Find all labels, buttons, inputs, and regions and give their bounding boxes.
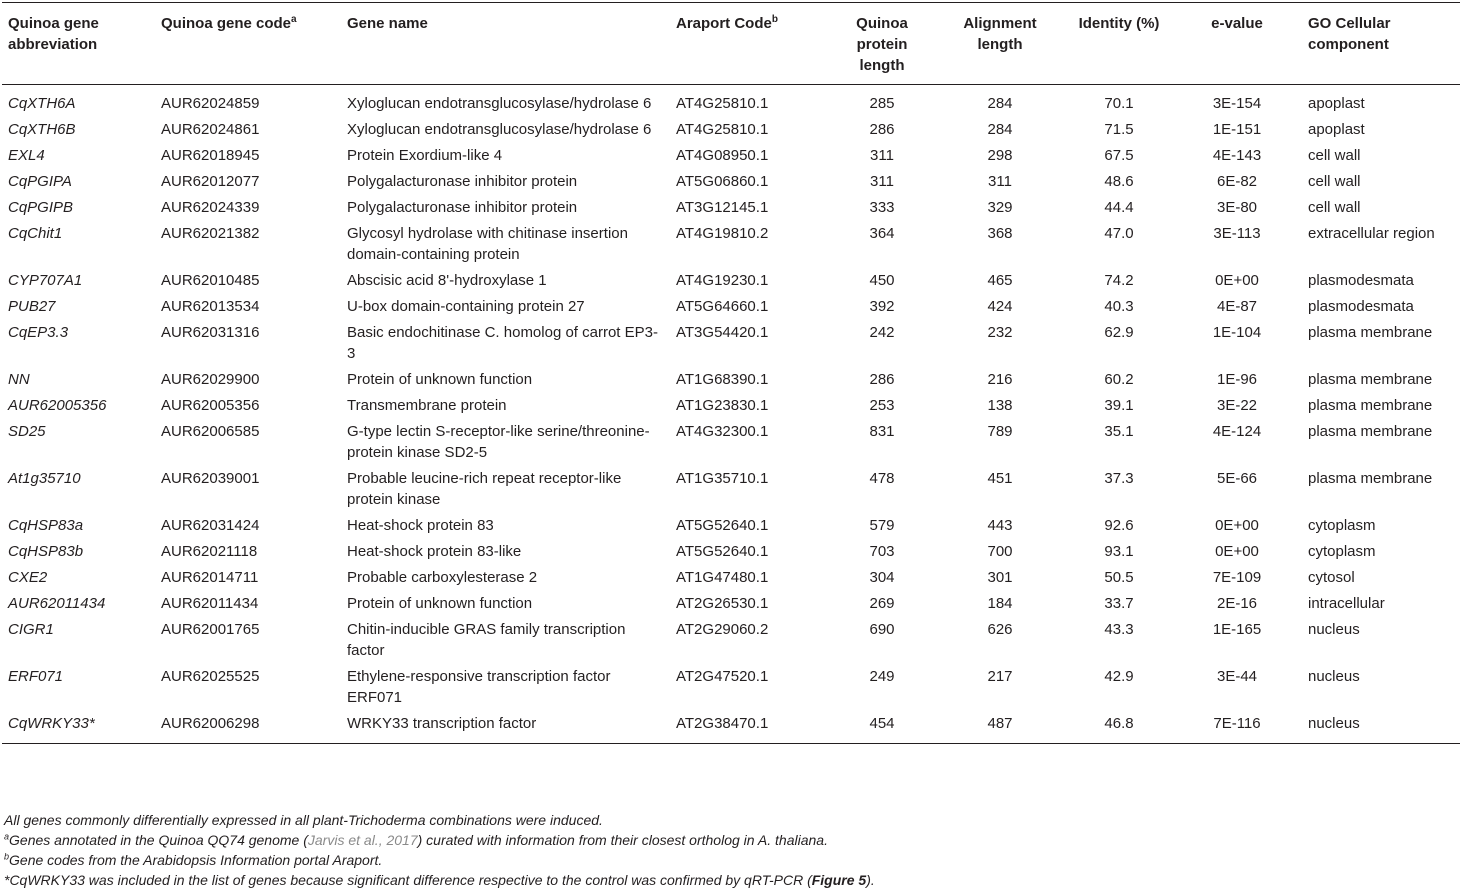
cell-araport-code: AT1G35710.1: [676, 470, 769, 487]
cell-gene-code: AUR62039001: [161, 470, 260, 487]
cell-abbreviation: CqXTH6B: [8, 121, 76, 138]
table-row: [2, 195, 1460, 221]
cell-gene-code: AUR62024339: [161, 199, 260, 216]
cell-alignment-length: 451: [987, 470, 1013, 487]
cell-identity: 44.4: [1104, 199, 1134, 216]
cell-e-value: 2E-16: [1216, 595, 1258, 612]
cell-abbreviation: CqPGIPA: [8, 173, 72, 190]
cell-protein-length: 249: [869, 668, 895, 685]
cell-e-value: 3E-113: [1213, 225, 1261, 242]
cell-e-value: 0E+00: [1215, 517, 1259, 534]
cell-gene-code: AUR62029900: [161, 371, 260, 388]
cell-abbreviation: CYP707A1: [8, 272, 83, 289]
table-header: [2, 3, 1460, 85]
table-row: [2, 143, 1460, 169]
cell-e-value: 1E-165: [1212, 621, 1262, 638]
table-row: [2, 513, 1460, 539]
table-row: [2, 367, 1460, 393]
cell-go-component: cell wall: [1308, 173, 1361, 190]
cell-e-value: 1E-96: [1216, 371, 1258, 388]
column-header-footnote-marker: b: [771, 14, 778, 25]
cell-e-value: 0E+00: [1215, 272, 1259, 289]
cell-abbreviation: CqPGIPB: [8, 199, 74, 216]
cell-gene-name: Probable carboxylesterase 2: [347, 569, 538, 586]
footnote-a: [4, 830, 875, 850]
table-row: [2, 85, 1460, 117]
cell-alignment-length: 284: [987, 95, 1013, 112]
table-row: [2, 221, 1460, 268]
footnote-a-text-start: Genes annotated in the Quinoa QQ74 genome (: [9, 832, 308, 848]
column-header-label: Alignment length: [963, 15, 1037, 53]
column-header-gene-name: [341, 3, 670, 85]
cell-abbreviation: AUR62005356: [8, 397, 107, 414]
cell-alignment-length: 443: [987, 517, 1013, 534]
column-header-label: Gene name: [347, 15, 428, 32]
cell-go-component: cytosol: [1308, 569, 1355, 586]
footnote-a-text-end: ) curated with information from their closest ortholog in A. thaliana.: [417, 832, 828, 848]
cell-alignment-length: 487: [934, 711, 1066, 744]
cell-abbreviation: CqWRKY33*: [2, 711, 155, 744]
cell-gene-code: AUR62005356: [161, 397, 260, 414]
cell-protein-length: 311: [870, 173, 894, 190]
cell-gene-name: Heat-shock protein 83: [347, 517, 494, 534]
cell-identity: 37.3: [1104, 470, 1134, 487]
table-body: [2, 85, 1460, 744]
table-row: [2, 419, 1460, 466]
cell-go-component: plasma membrane: [1308, 397, 1433, 414]
cell-go-component: nucleus: [1302, 711, 1460, 744]
cell-go-component: apoplast: [1308, 95, 1365, 112]
cell-e-value: 4E-87: [1216, 298, 1258, 315]
cell-protein-length: 364: [869, 225, 895, 242]
cell-gene-name: Protein of unknown function: [347, 595, 533, 612]
cell-abbreviation: AUR62011434: [8, 595, 106, 612]
cell-gene-code: AUR62031424: [161, 517, 260, 534]
column-header-abbreviation: [2, 3, 155, 85]
cell-gene-code: AUR62031316: [161, 324, 260, 341]
column-header-e-value: [1172, 3, 1302, 85]
cell-identity: 33.7: [1104, 595, 1134, 612]
column-header-label: GO Cellular component: [1308, 15, 1391, 53]
table-row: [2, 539, 1460, 565]
cell-araport-code: AT5G52640.1: [676, 517, 769, 534]
cell-gene-code: AUR62010485: [161, 272, 260, 289]
cell-identity: 70.1: [1104, 95, 1134, 112]
cell-gene-code: AUR62001765: [161, 621, 260, 638]
footnote-induced: All genes commonly differentially expressed in all plant-Trichoderma combinations were induced.: [4, 812, 603, 828]
cell-go-component: nucleus: [1308, 621, 1360, 638]
cell-gene-name: Basic endochitinase C. homolog of carrot EP3-3: [347, 324, 658, 362]
cell-araport-code: AT4G25810.1: [676, 121, 769, 138]
cell-abbreviation: CqChit1: [8, 225, 63, 242]
cell-abbreviation: PUB27: [8, 298, 56, 315]
cell-gene-name: WRKY33 transcription factor: [341, 711, 670, 744]
cell-e-value: 6E-82: [1216, 173, 1258, 190]
table-row: [2, 294, 1460, 320]
table-row: [2, 591, 1460, 617]
cell-gene-code: AUR62021118: [161, 543, 258, 560]
table-row: [2, 664, 1460, 711]
cell-araport-code: AT4G32300.1: [676, 423, 769, 440]
footnote-b-text: Gene codes from the Arabidopsis Information portal Araport.: [9, 852, 383, 868]
cell-e-value: 1E-104: [1212, 324, 1262, 341]
cell-go-component: nucleus: [1308, 668, 1360, 685]
cell-alignment-length: 217: [987, 668, 1013, 685]
cell-protein-length: 285: [869, 95, 895, 112]
cell-abbreviation: CqXTH6A: [8, 95, 76, 112]
cell-gene-code: AUR62014711: [161, 569, 259, 586]
citation-link[interactable]: Jarvis et al., 2017: [307, 832, 418, 848]
cell-araport-code: AT2G29060.2: [676, 621, 769, 638]
cell-alignment-length: 424: [987, 298, 1013, 315]
cell-araport-code: AT2G26530.1: [676, 595, 769, 612]
cell-identity: 93.1: [1104, 543, 1134, 560]
cell-identity: 62.9: [1104, 324, 1134, 341]
cell-gene-name: Transmembrane protein: [347, 397, 507, 414]
cell-go-component: apoplast: [1308, 121, 1365, 138]
cell-abbreviation: CqEP3.3: [8, 324, 69, 341]
table-row: [2, 711, 1460, 744]
cell-araport-code: AT5G52640.1: [676, 543, 769, 560]
cell-go-component: cell wall: [1308, 199, 1361, 216]
cell-gene-code: AUR62011434: [161, 595, 259, 612]
cell-e-value: 4E-143: [1212, 147, 1262, 164]
cell-protein-length: 831: [869, 423, 895, 440]
cell-araport-code: AT3G54420.1: [676, 324, 769, 341]
cell-alignment-length: 232: [987, 324, 1013, 341]
cell-go-component: cytoplasm: [1308, 543, 1376, 560]
cell-e-value: 4E-124: [1212, 423, 1262, 440]
cell-protein-length: 703: [869, 543, 895, 560]
cell-alignment-length: 626: [987, 621, 1013, 638]
cell-abbreviation: CqHSP83b: [8, 543, 84, 560]
cell-gene-name: Protein of unknown function: [347, 371, 533, 388]
cell-identity: 43.3: [1104, 621, 1134, 638]
column-header-footnote-marker: a: [291, 14, 297, 25]
cell-identity: 35.1: [1104, 423, 1134, 440]
cell-alignment-length: 329: [987, 199, 1013, 216]
cell-alignment-length: 138: [987, 397, 1013, 414]
cell-alignment-length: 298: [987, 147, 1013, 164]
cell-araport-code: AT5G64660.1: [676, 298, 769, 315]
footnote-b: [4, 850, 875, 870]
cell-protein-length: 286: [869, 371, 895, 388]
cell-gene-name: Ethylene-responsive transcription factor ERF071: [347, 668, 611, 706]
footnote-b-marker: b: [4, 851, 10, 862]
cell-araport-code: AT1G68390.1: [676, 371, 769, 388]
cell-identity: 40.3: [1104, 298, 1134, 315]
cell-gene-name: Chitin-inducible GRAS family transcription factor: [347, 621, 626, 659]
cell-gene-name: Abscisic acid 8'-hydroxylase 1: [347, 272, 547, 289]
cell-abbreviation: CqHSP83a: [8, 517, 84, 534]
cell-go-component: plasma membrane: [1308, 324, 1433, 341]
footnote-asterisk-text-start: *CqWRKY33 was included in the list of genes because significant difference respective to the control was confirmed by qRT-PCR (: [4, 872, 812, 888]
cell-protein-length: 304: [869, 569, 895, 586]
cell-protein-length: 478: [869, 470, 895, 487]
cell-e-value: 3E-22: [1216, 397, 1258, 414]
cell-abbreviation: SD25: [8, 423, 46, 440]
cell-e-value: 3E-44: [1216, 668, 1258, 685]
cell-go-component: cell wall: [1308, 147, 1361, 164]
cell-gene-name: G-type lectin S-receptor-like serine/threonine-protein kinase SD2-5: [347, 423, 650, 461]
cell-araport-code: AT4G19810.2: [676, 225, 769, 242]
cell-gene-code: AUR62025525: [161, 668, 260, 685]
table-row: [2, 268, 1460, 294]
cell-araport-code: AT2G47520.1: [676, 668, 769, 685]
cell-abbreviation: CIGR1: [8, 621, 54, 638]
cell-gene-code: AUR62006298: [155, 711, 341, 744]
cell-e-value: 3E-80: [1216, 199, 1258, 216]
cell-araport-code: AT4G25810.1: [676, 95, 769, 112]
cell-gene-code: AUR62006585: [161, 423, 260, 440]
cell-protein-length: 579: [869, 517, 895, 534]
table-row: [2, 320, 1460, 367]
cell-identity: 48.6: [1104, 173, 1134, 190]
cell-protein-length: 286: [869, 121, 895, 138]
cell-gene-name: Probable leucine-rich repeat receptor-like protein kinase: [347, 470, 622, 508]
cell-identity: 60.2: [1104, 371, 1134, 388]
table-row: [2, 466, 1460, 513]
cell-alignment-length: 789: [987, 423, 1013, 440]
cell-abbreviation: EXL4: [8, 147, 45, 164]
cell-identity: 67.5: [1104, 147, 1134, 164]
column-header-label: Araport Code: [676, 15, 772, 32]
figure-link[interactable]: Figure 5: [811, 872, 867, 888]
cell-identity: 71.5: [1104, 121, 1134, 138]
cell-identity: 74.2: [1104, 272, 1134, 289]
cell-identity: 42.9: [1104, 668, 1134, 685]
cell-identity: 39.1: [1104, 397, 1134, 414]
cell-protein-length: 392: [869, 298, 895, 315]
cell-alignment-length: 311: [988, 173, 1012, 190]
table-row: [2, 617, 1460, 664]
footnote-asterisk: [4, 870, 875, 890]
cell-protein-length: 253: [869, 397, 895, 414]
cell-gene-code: AUR62018945: [161, 147, 260, 164]
cell-identity: 50.5: [1104, 569, 1134, 586]
cell-go-component: plasmodesmata: [1308, 298, 1414, 315]
cell-go-component: plasma membrane: [1308, 423, 1433, 440]
cell-e-value: 7E-116: [1172, 711, 1302, 744]
cell-abbreviation: NN: [8, 371, 30, 388]
column-header-label: e-value: [1211, 15, 1263, 32]
cell-go-component: plasma membrane: [1308, 470, 1433, 487]
cell-gene-name: Xyloglucan endotransglucosylase/hydrolase 6: [347, 121, 652, 138]
table-row: [2, 117, 1460, 143]
cell-araport-code: AT2G38470.1: [670, 711, 830, 744]
cell-e-value: 7E-109: [1212, 569, 1262, 586]
cell-alignment-length: 284: [987, 121, 1013, 138]
cell-gene-name: Polygalacturonase inhibitor protein: [347, 173, 578, 190]
cell-go-component: extracellular region: [1308, 225, 1435, 242]
footnote-asterisk-text-end: ).: [866, 872, 875, 888]
column-header-protein-length: [830, 3, 934, 85]
table-row: [2, 169, 1460, 195]
column-header-alignment-length: [934, 3, 1066, 85]
cell-gene-code: AUR62024861: [161, 121, 260, 138]
cell-araport-code: AT3G12145.1: [676, 199, 769, 216]
cell-go-component: plasmodesmata: [1308, 272, 1414, 289]
cell-protein-length: 311: [870, 147, 894, 164]
cell-gene-code: AUR62021382: [161, 225, 260, 242]
footnote-a-marker: a: [4, 831, 10, 842]
cell-gene-name: Heat-shock protein 83-like: [347, 543, 522, 560]
cell-alignment-length: 216: [987, 371, 1013, 388]
header-row: [2, 3, 1460, 85]
column-header-label: Quinoa protein length: [856, 15, 908, 74]
cell-protein-length: 333: [869, 199, 895, 216]
cell-alignment-length: 184: [987, 595, 1013, 612]
cell-go-component: intracellular: [1308, 595, 1385, 612]
table-row: [2, 393, 1460, 419]
cell-araport-code: AT1G47480.1: [676, 569, 769, 586]
cell-gene-code: AUR62012077: [161, 173, 260, 190]
cell-identity: 47.0: [1104, 225, 1134, 242]
cell-gene-code: AUR62024859: [161, 95, 260, 112]
cell-abbreviation: ERF071: [8, 668, 64, 685]
cell-protein-length: 450: [869, 272, 895, 289]
column-header-label: Quinoa gene abbreviation: [8, 15, 99, 53]
cell-protein-length: 690: [869, 621, 895, 638]
cell-identity: 46.8: [1066, 711, 1172, 744]
cell-e-value: 1E-151: [1212, 121, 1262, 138]
cell-protein-length: 454: [830, 711, 934, 744]
cell-gene-name: Glycosyl hydrolase with chitinase insertion domain-containing protein: [347, 225, 628, 263]
column-header-identity: [1066, 3, 1172, 85]
cell-gene-name: Polygalacturonase inhibitor protein: [347, 199, 578, 216]
gene-table: [2, 2, 1460, 744]
cell-alignment-length: 301: [987, 569, 1013, 586]
cell-gene-name: Xyloglucan endotransglucosylase/hydrolase 6: [347, 95, 652, 112]
column-header-label: Quinoa gene code: [161, 15, 292, 32]
cell-araport-code: AT4G19230.1: [676, 272, 769, 289]
cell-gene-name: U-box domain-containing protein 27: [347, 298, 585, 315]
cell-go-component: cytoplasm: [1308, 517, 1376, 534]
table-row: [2, 565, 1460, 591]
cell-gene-code: AUR62013534: [161, 298, 260, 315]
cell-abbreviation: At1g35710: [8, 470, 81, 487]
table-footnotes: [4, 810, 875, 890]
cell-identity: 92.6: [1104, 517, 1134, 534]
cell-araport-code: AT1G23830.1: [676, 397, 769, 414]
column-header-label: Identity (%): [1078, 15, 1160, 32]
cell-e-value: 3E-154: [1212, 95, 1262, 112]
cell-araport-code: AT4G08950.1: [676, 147, 769, 164]
cell-protein-length: 269: [869, 595, 895, 612]
cell-alignment-length: 368: [987, 225, 1013, 242]
column-header-go-component: [1302, 3, 1460, 85]
cell-go-component: plasma membrane: [1308, 371, 1433, 388]
column-header-araport-code: [670, 3, 830, 85]
cell-gene-name: Protein Exordium-like 4: [347, 147, 503, 164]
cell-alignment-length: 465: [987, 272, 1013, 289]
cell-abbreviation: CXE2: [8, 569, 48, 586]
cell-araport-code: AT5G06860.1: [676, 173, 769, 190]
cell-protein-length: 242: [869, 324, 895, 341]
cell-alignment-length: 700: [987, 543, 1013, 560]
cell-e-value: 0E+00: [1215, 543, 1259, 560]
cell-e-value: 5E-66: [1216, 470, 1258, 487]
column-header-gene-code: [155, 3, 341, 85]
